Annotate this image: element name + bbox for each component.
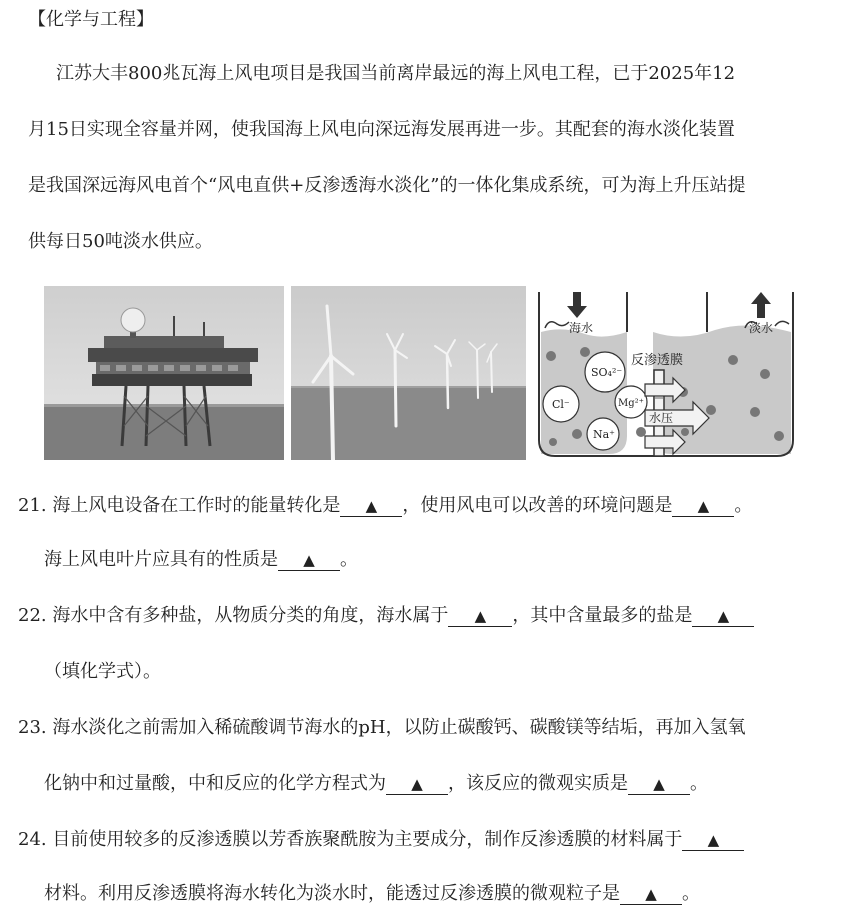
answer-blank-21-3[interactable]: ▲: [278, 550, 340, 571]
answer-blank-23-1[interactable]: ▲: [386, 774, 448, 795]
question-22-line-1: 22. 海水中含有多种盐，从物质分类的角度，海水属于 ▲ ，其中含量最多的盐是 ▲: [18, 604, 754, 628]
answer-blank-22-2[interactable]: ▲: [692, 606, 754, 627]
membrane-label: 反渗透膜: [631, 353, 684, 368]
question-22-line-2: （填化学式）。: [44, 661, 161, 682]
intro-line-4: 供每日50吨淡水供应。: [28, 231, 213, 252]
intro-line-3: 是我国深远海风电首个“风电直供+反渗透海水淡化”的一体化集成系统，可为海上升压站提: [28, 175, 746, 196]
question-21-line-2: 海上风电叶片应具有的性质是 ▲ 。: [44, 549, 358, 570]
ion-so4: SO₄²⁻: [591, 366, 623, 379]
section-heading: 【化学与工程】: [28, 9, 154, 30]
freshwater-label: 淡水: [749, 321, 774, 335]
intro-line-1: 江苏大丰800兆瓦海上风电项目是我国当前离岸最远的海上风电工程，已于2025年12: [56, 63, 736, 84]
question-24-line-1: 24. 目前使用较多的反渗透膜以芳香族聚酰胺为主要成分，制作反渗透膜的材料属于 ▲: [18, 828, 744, 852]
wind-farm-photo: [291, 286, 526, 460]
reverse-osmosis-diagram: [533, 286, 801, 460]
ion-mg: Mg²⁺: [618, 398, 644, 409]
question-23-line-1: 23. 海水淡化之前需加入稀硫酸调节海水的pH，以防止碳酸钙、碳酸镁等结垢，再加入氢氧: [18, 717, 746, 738]
answer-blank-22-1[interactable]: ▲: [448, 606, 512, 627]
question-21-line-1: 21. 海上风电设备在工作时的能量转化是 ▲ ，使用风电可以改善的环境问题是 ▲ 。: [18, 495, 753, 516]
question-23-line-2: 化钠中和过量酸，中和反应的化学方程式为 ▲ ，该反应的微观实质是 ▲ 。: [44, 773, 708, 794]
offshore-platform-photo: [44, 286, 284, 460]
answer-blank-24-1[interactable]: ▲: [682, 830, 744, 851]
pressure-label: 水压: [649, 411, 674, 425]
question-24-line-2: 材料。利用反渗透膜将海水转化为淡水时，能透过反渗透膜的微观粒子是 ▲ 。: [44, 883, 700, 904]
answer-blank-24-2[interactable]: ▲: [620, 884, 682, 905]
answer-blank-21-2[interactable]: ▲: [672, 496, 734, 517]
answer-blank-23-2[interactable]: ▲: [628, 774, 690, 795]
ion-cl: Cl⁻: [552, 398, 570, 411]
seawater-label: 海水: [569, 321, 594, 335]
intro-line-2: 月15日实现全容量并网，使我国海上风电向深远海发展再进一步。其配套的海水淡化装置: [28, 119, 735, 140]
ion-na: Na⁺: [593, 428, 615, 441]
answer-blank-21-1[interactable]: ▲: [340, 496, 402, 517]
